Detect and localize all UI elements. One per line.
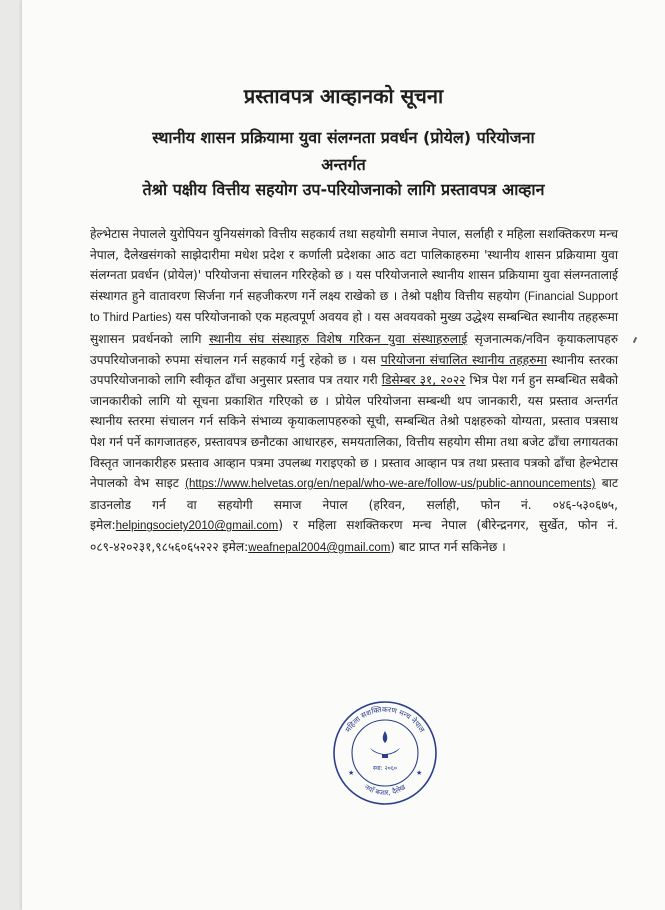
- svg-text:नयाँ बजार, दैलेख: [363, 783, 407, 797]
- svg-text:★: ★: [348, 769, 355, 777]
- body-text-1: हेल्भेटास नेपालले युरोपियन युनियसंगको वित्तीय सहकार्य तथा सहयोगी समाज नेपाल, सर्लाही र महिला सशक्तिकरण मन्च नेपाल, दैलेखसंगको साझेदारीमा मधेश प्रदेश र कर्णाली प्रदेशका आठ वटा पालिकाहरुमा 'स्थानीय शासन प्रक्रियामा युवा संलग्नता प्रवर्धन (प्रोयेल)' परियोजना संचालन गरिरहेको छ । यस परियोजनाले स्थानीय शासन प्रक्रियामा युवा संलग्नतालाई संस्थागत हुने वातावरण सिर्जना गर्न सहजीकरण गर्ने लक्ष्य राखेको छ । तेश्रो पक्षीय वित्तीय सहयोग: [90, 227, 618, 303]
- underlined-deadline: डिसेम्बर ३१, २०२२: [381, 373, 466, 388]
- body-text-2: यस परियोजनाको एक महत्वपूर्ण अवयव हो । यस अवयवको मुख्य उद्धेश्य सम्बन्धित स्थानीय तहहरूमा सुशासन प्रवर्धनको लागि: [90, 310, 619, 346]
- body-text-3: सृजनात्मक/नविन कृयाकलापहरु उपपरियोजनाको रुपमा संचालन गर्न सहकार्य गर्नु रहेको छ । यस: [90, 331, 619, 367]
- email-link-helping-society[interactable]: helpingsociety2010@gmail.com: [115, 520, 279, 533]
- helvetas-url-link[interactable]: (https://www.helvetas.org/en/nepal/who-we-are/follow-us/public-announcements): [185, 478, 596, 491]
- body-text-8: ) बाट प्राप्त गर्न सकिनेछ ।: [390, 539, 506, 554]
- underlined-target-groups: स्थानीय संघ संस्थाहरु विशेष गरिकन युवा संस्थाहरुलाई: [208, 331, 468, 346]
- seal-lamp-icon: [370, 731, 400, 758]
- seal-registration-text: स्था: २०६०: [372, 765, 398, 772]
- body-text-7: ) र महिला सशक्तिकरण मन्च नेपाल (बीरेन्द्रनगर, सुर्खेत, फोन नं. ०८९-४२०२३१,९८५६०६५२२२ इमेल:: [90, 518, 618, 554]
- fstp-english-term: (Financial Support to Third Parties): [90, 290, 618, 325]
- notice-title: प्रस्तावपत्र आव्हानको सूचना: [243, 84, 444, 108]
- body-text-5: भित्र पेश गर्न हुन सम्बन्धित सबैको जानकारीको लागि यो सूचना प्रकाशित गरिएको छ । प्रोयेल परियोजना सम्बन्धी थप जानकारी, यस प्रस्ताव अन्तर्गत स्थानीय स्तरमा संचालन गर्न सकिने संभाव्य कृयाकलापहरुको सूची, सम्बन्धित तेश्रो पक्षहरुको योग्यता, प्रस्ताव पत्रसाथ पेश गर्न पर्ने कागजातहरु, प्रस्तावपत्र छनौटका आधारहरु, समयतालिका, वित्तीय सहयोग सीमा तथा बजेट ढाँचा लगायतका विस्तृत जानकारीहरु प्रस्ताव आव्हान पत्रमा उपलब्ध गराइएको छ । प्रस्ताव आव्हान पत्र तथा प्रस्ताव पत्रको ढाँचा हेल्भेटास नेपालको वेभ साइट: [90, 373, 619, 491]
- seal-bottom-text: नयाँ बजार, दैलेख: [363, 783, 407, 798]
- pen-mark: [633, 337, 637, 343]
- project-connector: अन्तर्गत: [321, 155, 366, 174]
- email-link-weaf[interactable]: weafnepal2004@gmail.com: [248, 541, 391, 554]
- svg-text:★: ★: [416, 769, 423, 777]
- body-text-6: बाट डाउनलोड गर्न वा सहयोगी समाज नेपाल (हरिवन, सर्लाही, फोन नं. ०४६-५३०६७५, इमेल:: [90, 476, 618, 533]
- notice-body: [90, 224, 618, 559]
- project-title: स्थानीय शासन प्रक्रियामा युवा संलग्नता प्रवर्धन (प्रोयेल) परियोजना: [152, 128, 535, 147]
- document-page: [22, 0, 665, 910]
- organization-seal: [330, 698, 440, 808]
- seal-graphic: [330, 698, 440, 808]
- underlined-project-areas: परियोजना संचालित स्थानीय तहहरुमा: [380, 352, 547, 367]
- call-title: तेश्रो पक्षीय वित्तीय सहयोग उप-परियोजनाको लागि प्रस्तावपत्र आव्हान: [142, 180, 545, 199]
- body-text-4: स्थानीय स्तरका उपपरियोजनाको लागि स्वीकृत ढाँचा अनुसार प्रस्ताव पत्र तयार गरी: [90, 352, 619, 388]
- seal-top-text: महिला सशक्तिकरण मन्च नेपाल: [343, 704, 427, 734]
